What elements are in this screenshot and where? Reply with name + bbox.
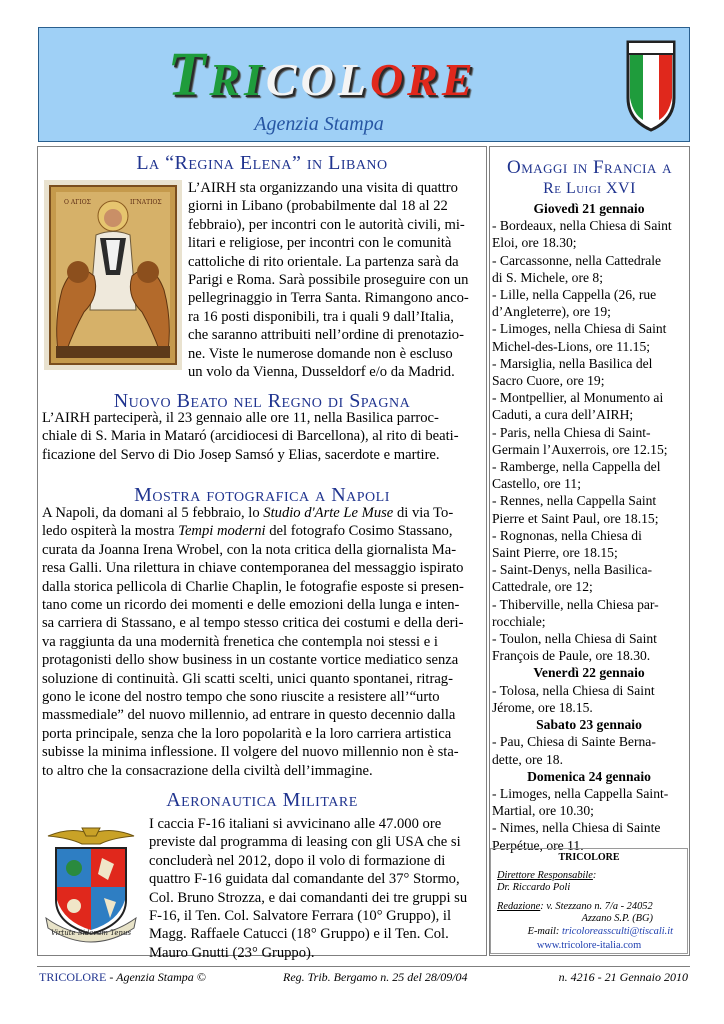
colophon-director-label: Direttore Responsabile — [497, 869, 593, 881]
sidebar-event-line: - Lille, nella Cappella (26, rue — [492, 287, 657, 303]
sidebar-event-line: - Tolosa, nella Chiesa di Saint — [492, 682, 655, 698]
body-line: ra 16 posti disponibili, tra i quali 9 dall’Italia, — [188, 308, 454, 325]
title-letter: O — [369, 54, 408, 105]
sidebar-event-line: Saint Pierre, ore 18.15; — [492, 545, 618, 561]
masthead — [38, 27, 690, 142]
sidebar-event-line: - Rognonas, nella Chiesa di — [492, 527, 642, 543]
article-nuovo-beato-title: Nuovo Beato nel Regno di Spagna — [113, 390, 411, 412]
body-line: protagonisti dello show business in un costante vortice mediatico senza — [42, 652, 459, 669]
footer-registration: Reg. Trib. Bergamo n. 25 del 28/09/04 — [283, 970, 468, 984]
body-text: A Napoli, da domani al 5 febbraio, lo — [42, 505, 264, 521]
body-line: un volo da Vienna, Dusseldorf e/o da Madrid. — [188, 364, 455, 381]
colophon-redazione-label: Redazione — [497, 900, 541, 912]
colophon-title: TRICOLORE — [558, 852, 620, 863]
body-line: curata da Joanna Irena Wrobel, con la nota critica della giornalista Ma- — [42, 541, 457, 558]
sidebar-event-line: - Limoges, nella Chiesa di Saint — [492, 321, 667, 337]
body-line: gono le icone del nostro tempo che sono riuscite a resistere all’“urto — [42, 689, 440, 706]
body-line: febbraio), per incontri con le autorità civili, mi- — [188, 216, 465, 233]
body-line: soluzione di continuità. Gli scatti scelti, unici quanto spontanei, ritrag- — [42, 670, 453, 687]
body-line: previste dal programma di leasing con gli USA che si — [149, 834, 461, 851]
sidebar-event-line: rocchiale; — [492, 613, 546, 629]
body-line: Parigi e Roma. Sarà possibile proseguire con un — [188, 272, 469, 289]
sidebar-event-line: - Toulon, nella Chiesa di Saint — [492, 631, 657, 647]
body-line: I caccia F-16 italiani si avvicinano alle 47.000 ore — [149, 816, 442, 832]
article-nuovo-beato-body — [42, 409, 482, 464]
colophon-director-row: Direttore Responsabile: — [497, 869, 597, 881]
title-letter: E — [441, 54, 477, 105]
footer-divider — [37, 966, 690, 967]
body-line: chiale di S. Maria in Mataró (arcidiocesi di Barcellona), al rito di beati- — [42, 428, 459, 445]
sidebar-event-line: - Paris, nella Chiesa di Saint- — [492, 424, 651, 440]
sidebar-event-line: Jérome, ore 18.15. — [492, 699, 593, 715]
sidebar-event-line: - Thiberville, nella Chiesa par- — [492, 596, 659, 612]
article-mostra-title: Mostra fotografica a Napoli — [134, 484, 390, 506]
body-line: porta principale, senza che la loro popolarità e la loro carriera artistica — [42, 725, 452, 742]
body-line: resa Galli. Una rilettura in chiave contemporanea del messaggio ispirato — [42, 560, 464, 577]
body-line: L’AIRH parteciperà, il 23 gennaio alle ore 11, nella Basilica parroc- — [42, 410, 439, 426]
tricolore-shield-icon — [624, 40, 678, 132]
body-line: Mauro Gnutti (23° Gruppo). — [149, 944, 315, 961]
body-line: to altro che la consacrazione della civiltà dell’immagine. — [42, 762, 373, 779]
sidebar-event-line: François de Paule, ore 18.30. — [492, 648, 651, 664]
sidebar-date-heading: Domenica 24 gennaio — [527, 768, 651, 784]
body-line: che saranno attribuiti nell’ordine di prenotazio- — [188, 327, 464, 344]
colophon-city: Azzano S.P. (BG) — [581, 913, 653, 925]
footer-agency: - Agenzia Stampa © — [106, 970, 206, 984]
sidebar-event-line: Caduti, a cura dell’AIRH; — [492, 407, 634, 423]
article-aeronautica-title: Aeronautica Militare — [166, 789, 358, 811]
air-force-emblem-icon — [42, 822, 140, 946]
title-letter: T — [167, 41, 210, 109]
title-letter: R — [209, 54, 244, 105]
sidebar-title — [489, 157, 690, 199]
sidebar-date-heading: Sabato 23 gennaio — [536, 717, 642, 733]
title-letter: L — [337, 54, 370, 105]
colophon-website-link[interactable]: www.tricolore-italia.com — [536, 939, 642, 951]
article-regina-elena-body — [188, 179, 481, 381]
sidebar-event-line: - Montpellier, al Monumento ai — [492, 390, 664, 406]
colophon-email-link[interactable]: tricoloreassculti@tiscali.it — [561, 925, 673, 937]
sidebar-event-line: di S. Michele, ore 8; — [492, 269, 603, 285]
body-line: Magg. Raffaele Catucci (18° Gruppo) e il Ten. Col. — [149, 926, 449, 943]
venue-name: Studio d'Arte Le Muse — [263, 505, 394, 521]
article-aeronautica-body — [149, 815, 483, 962]
body-text: di via To- — [393, 505, 454, 521]
sidebar-event-line: Martial, ore 10.30; — [492, 803, 594, 819]
body-line: concluderà nel 2012, dopo il volo di formazione di — [149, 852, 446, 869]
sidebar-event-line: Perpétue, ore 11. — [492, 837, 584, 853]
colophon-email-label: E-mail: — [527, 925, 562, 937]
sidebar-event-line: Michel-des-Lions, ore 11.15; — [492, 338, 651, 354]
article-mostra-body — [42, 504, 484, 780]
footer-name: TRICOLORE — [39, 970, 107, 984]
sidebar-event-line: - Marsiglia, nella Basilica del — [492, 355, 653, 371]
sidebar-event-line: Sacro Cuore, ore 19; — [492, 373, 605, 389]
sidebar-event-line: Eloi, ore 18.30; — [492, 235, 577, 251]
sidebar-event-line: dette, ore 18. — [492, 751, 563, 767]
sidebar-event-line: - Ramberge, nella Cappella del — [492, 459, 661, 475]
body-text: del fotografo Cosimo Stassano, — [265, 523, 453, 540]
sidebar-event-line: - Rennes, nella Cappella Saint — [492, 493, 657, 509]
emblem-motto: Virtute Siderum Tenus — [50, 929, 132, 937]
body-line: litari e religiose, per incontri con le comunità — [188, 235, 452, 252]
masthead-title — [67, 40, 577, 120]
sidebar-event-line: Germain l’Auxerrois, ore 12.15; — [492, 441, 668, 457]
sidebar-title-line: Re Luigi XVI — [543, 180, 636, 197]
colophon-address: : v. Stezzano n. 7/a - 24052 — [540, 900, 653, 912]
sidebar-event-line: - Pau, Chiesa di Sainte Berna- — [492, 734, 656, 750]
body-line: ne. Viste le numerose domande non è escluso — [188, 345, 453, 362]
body-line: Col. Bruno Strozza, e dai comandanti dei tre gruppi su — [149, 889, 468, 906]
footer-publication — [39, 970, 206, 985]
body-line: pellegrinaggio in Terra Santa. Rimangono anco- — [188, 290, 469, 307]
svg-text:ΙΓΝΑΤΙΟΣ: ΙΓΝΑΤΙΟΣ — [130, 199, 162, 206]
title-letter: O — [300, 54, 338, 105]
footer-issue: n. 4216 - 21 Gennaio 2010 — [558, 970, 688, 984]
colophon-box — [490, 848, 688, 954]
svg-text:Ο ΑΓΙΟΣ: Ο ΑΓΙΟΣ — [64, 199, 91, 206]
body-line: ficazione del Servo di Dio Josep Samsó y Elias, sacerdote e martire. — [42, 446, 440, 463]
colophon-email-row — [497, 926, 681, 939]
sidebar-event-line: - Saint-Denys, nella Basilica- — [492, 562, 653, 578]
body-line: F-16, il Ten. Col. Salvatore Ferrara (10° Gruppo), il — [149, 908, 452, 925]
body-line: giorni in Libano (probabilmente dal 18 al 22 — [188, 198, 448, 215]
body-line — [42, 522, 484, 540]
exhibition-name: Tempi moderni — [178, 523, 266, 540]
sidebar-title-line: Omaggi in Francia a — [506, 157, 673, 178]
article-regina-elena-title: La “Regina Elena” in Libano — [136, 152, 388, 174]
body-line: L’AIRH sta organizzando una visita di quattro — [188, 180, 458, 196]
sidebar-event-list — [492, 200, 686, 854]
sidebar-event-line: Castello, ore 11; — [492, 476, 581, 492]
colophon-redazione-row — [497, 901, 681, 914]
body-line: cattoliche di rito orientale. La partenza sarà da — [188, 253, 459, 270]
sidebar-event-line: - Limoges, nella Cappella Saint- — [492, 785, 669, 801]
sidebar-date-heading: Giovedì 21 gennaio — [533, 201, 645, 216]
sidebar-date-heading: Venerdì 22 gennaio — [533, 665, 645, 681]
body-line: dalla storica pellicola di Charlie Chaplin, le fotografie esposte si presen- — [42, 578, 464, 595]
body-line: massmediale” del nuovo millennio, ad entrare in questo decennio dalla — [42, 707, 456, 724]
saint-icon-painting — [44, 180, 182, 370]
sidebar-event-line: d’Angleterre), ore 19; — [492, 304, 611, 320]
body-line: va raggiunta da una modernità frenetica che contempla noi stessi e i — [42, 633, 438, 650]
body-text: ledo ospiterà la mostra — [42, 523, 179, 540]
title-letter: R — [407, 54, 442, 105]
body-line: sa carriera di Stassano, e al tempo stesso critica dei costumi e della deri- — [42, 615, 464, 632]
sidebar-event-line: - Nimes, nella Chiesa di Sainte — [492, 820, 661, 836]
colophon-director-name: Dr. Riccardo Poli — [497, 882, 571, 894]
title-letter: C — [265, 54, 301, 105]
masthead-subtitle: Agenzia Stampa — [254, 113, 384, 135]
title-letter: I — [244, 54, 266, 105]
sidebar-event-line: - Carcassonne, nella Cattedrale — [492, 252, 662, 268]
body-line: tano come un ricordo dei momenti e delle emozioni della lunga e inten- — [42, 597, 460, 614]
sidebar-event-line: Cattedrale, ore 12; — [492, 579, 593, 595]
body-line — [42, 504, 484, 522]
body-line: subisse la minima inflessione. Il volgere del nuovo millennio non è sta- — [42, 744, 459, 761]
sidebar-event-line: - Bordeaux, nella Chiesa di Saint — [492, 218, 672, 234]
sidebar-event-line: Pierre et Saint Paul, ore 18.15; — [492, 510, 659, 526]
body-line: quattro F-16 guidata dal comandante del 37° Stormo, — [149, 871, 460, 888]
